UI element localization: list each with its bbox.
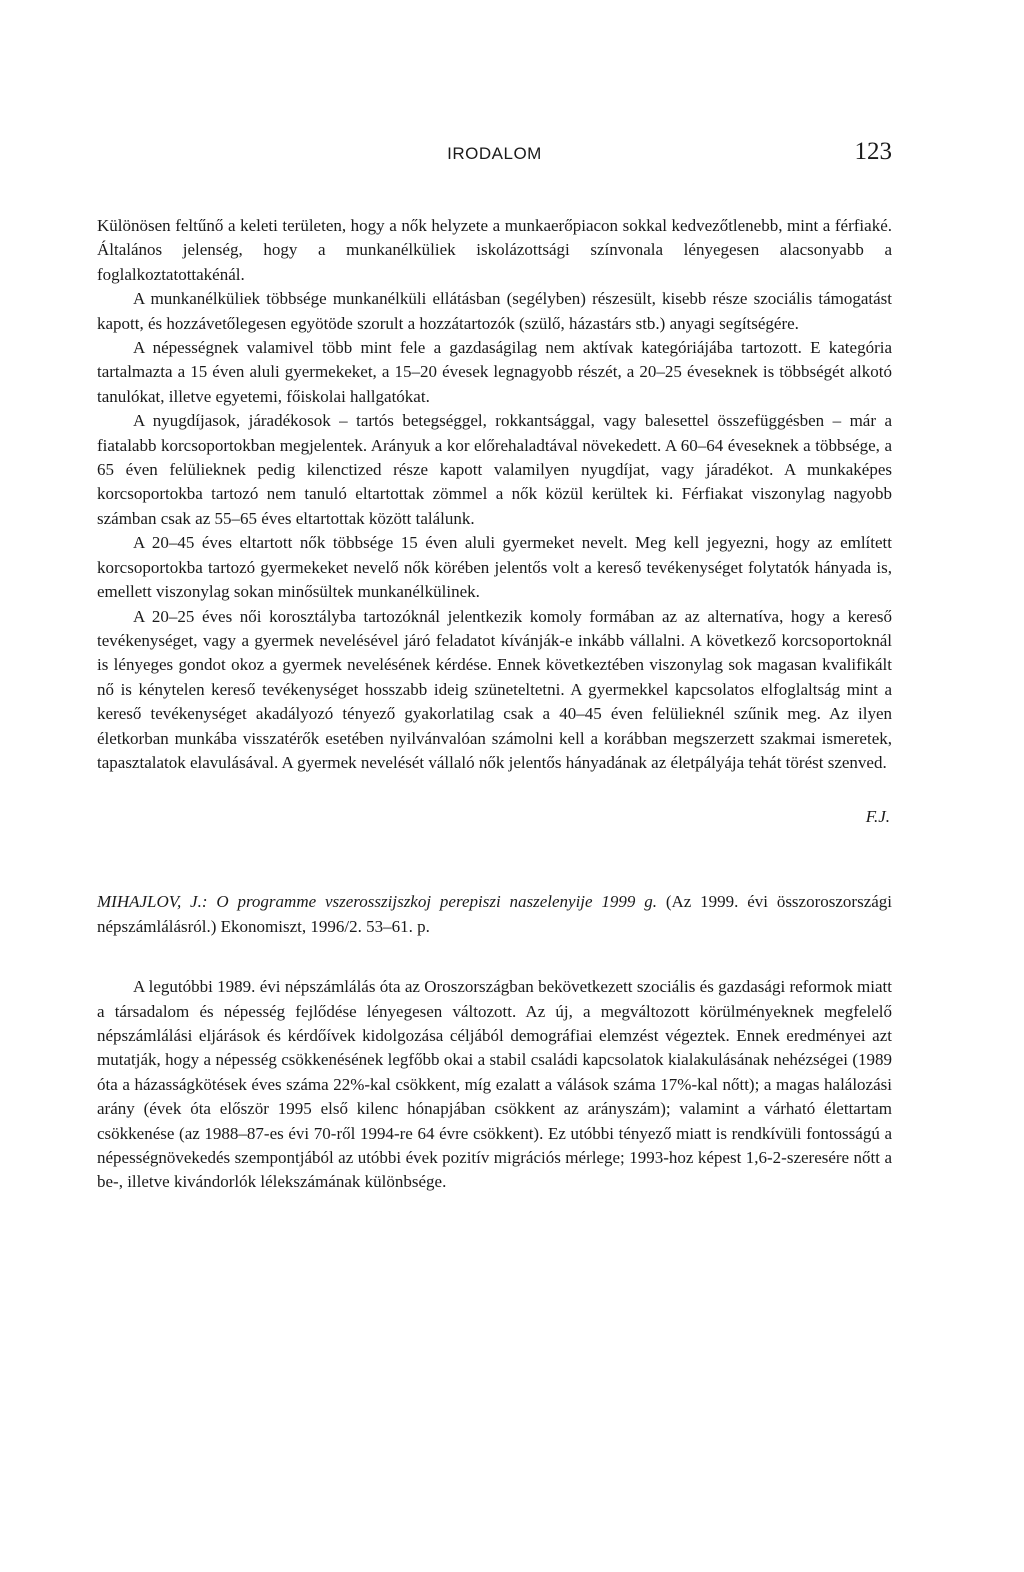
bibliography-details: (Az 1999. évi összoroszországi népszámlálásról.) Ekonomiszt, 1996/2. 53–61. p. xyxy=(97,892,893,936)
paragraph-4: A nyugdíjasok, járadékosok – tartós betegséggel, rokkantsággal, vagy balesettel összefüggésben – már a fiatalabb korcsoportokban megjelentek. Arányuk a kor előrehaladtával növekedett. A 60–64 éveseknek a többsége, a 65 éven felülieknek pedig kilenctized része kapott valamilyen nyugdíjat, vagy járadékot. A munkaképes korcsoportokba tartozó nem tanuló eltartottak zömmel a nők közül kerültek ki. Férfiakat viszonylag nagyobb számban csak az 55–65 éves eltartottak között találunk. xyxy=(97,411,892,528)
bibliography-entry xyxy=(97,890,892,939)
paragraph-3: A népességnek valamivel több mint fele a gazdaságilag nem aktívak kategóriájába tartozott. E kategória tartalmazta a 15 éven aluli gyermekeket, a 15–20 évesek legnagyobb részét, a 20–25 éveseknek is többségét alkotó tanulókat, illetve egyetemi, főiskolai hallgatókat. xyxy=(97,338,892,406)
paragraph-6: A 20–25 éves női korosztályba tartozóknál jelentkezik komoly formában az az alternatíva, hogy a kereső tevékenységet, vagy a gyermek nevelésével járó feladatot kívánják-e inkább vállalni. A következő korcsoportoknál is lényeges gondot okoz a gyermek nevelésének kérdése. Ennek következtében viszonylag sok magasan kvalifikált nő is kénytelen kereső tevékenységet hosszabb ideig szüneteltetni. A gyermekkel kapcsolatos elfoglaltság mint a kereső tevékenységet akadályozó tényező gyakorlatilag csak a 40–45 éven felülieknél szűnik meg. Az ilyen életkorban munkába visszatérők esetében nyilvánvalóan számolni kell a korábban megszerzett szakmai ismeretek, tapasztalatok elavulásával. A gyermek nevelését vállaló nők jelentős hányadának az életpályája tehát törést szenved. xyxy=(97,606,892,772)
page-number: 123 xyxy=(854,138,892,165)
author-signature: F.J. xyxy=(865,807,890,827)
document-page xyxy=(97,138,892,1195)
paragraph-2: A munkanélküliek többsége munkanélküli ellátásban (segélyben) részesült, kisebb része szociális támogatást kapott, és hozzávetőlegesen egyötöde szorult a hozzátartozók (szülő, házastárs stb.) anyagi segítségére. xyxy=(97,289,892,333)
paragraph-5: A 20–45 éves eltartott nők többsége 15 éven aluli gyermeket nevelt. Meg kell jegyezni, hogy az említett korcsoportokba tartozó gyermekeket nevelő nők körében jelentős volt a kereső tevékenységet folytatók hányada is, emellett viszonylag sokan minősültek munkanélkülinek. xyxy=(97,533,892,602)
paragraph-1: Különösen feltűnő a keleti területen, hogy a nők helyzete a munkaerőpiacon sokkal kedvezőtlenebb, mint a férfiaké. Általános jelenség, hogy a munkanélküliek iskolázottsági színvonala lényegesen alacsonyabb a foglalkoztatottakénál. xyxy=(97,216,892,284)
bibliography-title: O programme vszerosszijszkoj perepiszi naszelenyije 1999 g. xyxy=(216,892,657,912)
review-paragraph: A legutóbbi 1989. évi népszámlálás óta az Oroszországban bekövetkezett szociális és gazdasági reformok miatt a társadalom és népesség fejlődése lényegesen változott. Az új, a megváltozott körülményeknek megfelelő népszámlálási eljárások és kérdőívek kidolgozása céljából demográfiai elemzést végeztek. Ennek eredményei azt mutatják, hogy a népesség csökkenésének legfőbb okai a stabil családi kapcsolatok kialakulásának nehézségei (1989 óta a házasságkötések éves száma 22%-kal csökkent, míg ezalatt a válások száma 17%-kal nőtt); a magas halálozási arány (évek óta először 1995 első kilenc hónapjában csökkent az arányszám); valamint a várható élettartam csökkenése (az 1988–87-es évi 70-ről 1994-re 64 évre csökkent). Ez utóbbi tényező miatt is rendkívüli fontosságú a népességnövekedés szempontjából az utóbbi évek pozitív migrációs mérlege; 1993-hoz képest 1,6-2-szeresére nőtt a be-, illetve kivándorlók lélekszámának különbsége. xyxy=(97,977,892,1192)
running-header xyxy=(97,138,892,172)
bibliography-author: MIHAJLOV, J.: xyxy=(97,892,208,912)
running-title: IRODALOM xyxy=(447,144,542,163)
